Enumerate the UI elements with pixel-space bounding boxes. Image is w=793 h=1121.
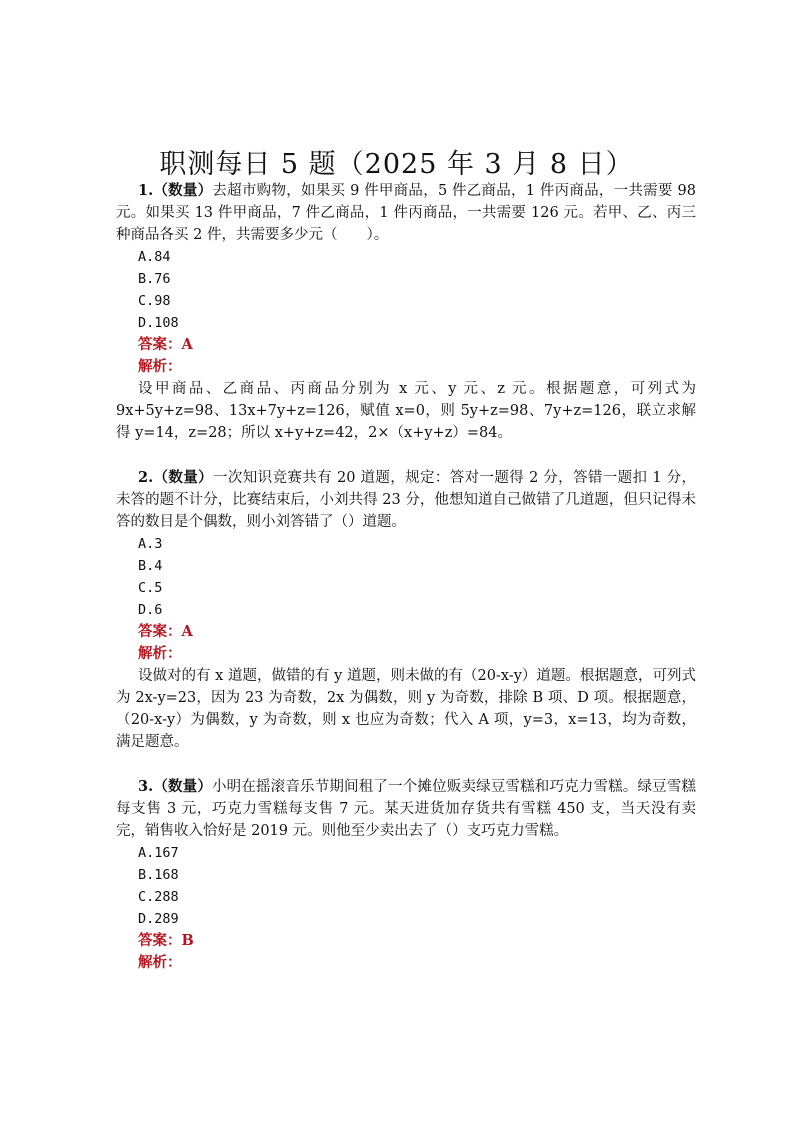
option-b: B.168 [138, 867, 179, 883]
option-a: A.3 [138, 536, 163, 552]
option-b: B.76 [138, 271, 171, 287]
analysis-label: 解析： [138, 954, 182, 971]
option-d: D.108 [138, 315, 179, 331]
question-number: 1. [138, 182, 154, 199]
question-number: 3. [138, 778, 154, 795]
question-text: 去超市购物，如果买 9 件甲商品，5 件乙商品，1 件丙商品，一共需要 98 元。如果买 13 件甲商品，7 件乙商品，1 件丙商品，一共需要 126 元。若甲、乙、丙三种商品各买 2 件，共需要多少元（ ）。 [116, 183, 697, 243]
question-text: 一次知识竞赛共有 20 道题，规定：答对一题得 2 分，答错一题扣 1 分，未答的题不计分，比赛结束后，小刘共得 23 分，他想知道自己做错了几道题，但只记得未答的数目是个偶数，则小刘答错了（）道题。 [116, 470, 697, 530]
question-category: （数量） [153, 182, 213, 199]
option-c: C.288 [138, 889, 179, 905]
option-d: D.289 [138, 911, 179, 927]
question-3 [116, 776, 696, 974]
question-2 [116, 467, 696, 753]
question-3-stem [116, 776, 696, 842]
analysis-text: 设甲商品、乙商品、丙商品分别为 x 元、y 元、z 元。根据题意，可列式为 9x+5y+z=98、13x+7y+z=126，赋值 x=0，则 5y+z=98、7y+z=126，联立求解得 y=14，z=28；所以 x+y+z=42，2×（x+y+z）=84。 [116, 381, 696, 441]
analysis-label: 解析： [138, 358, 182, 375]
analysis-text: 设做对的有 x 道题，做错的有 y 道题，则未做的有（20-x-y）道题。根据题意，可列式为 2x-y=23，因为 23 为奇数，2x 为偶数，则 y 为奇数，排除 B 项、D 项。根据题意，（20-x-y）为偶数，y 为奇数，则 x 也应为奇数；代入 A 项，y=3，x=13，均为奇数，满足题意。 [116, 668, 696, 750]
option-a: A.167 [138, 845, 179, 861]
question-1 [116, 180, 696, 444]
question-2-stem [116, 467, 696, 533]
option-a: A.84 [138, 249, 171, 265]
question-category: （数量） [153, 778, 212, 795]
option-b: B.4 [138, 558, 163, 574]
question-number: 2. [138, 469, 154, 486]
answer: 答案：A [138, 623, 193, 640]
question-category: （数量） [153, 469, 214, 486]
answer: 答案：A [138, 336, 193, 353]
answer: 答案：B [138, 932, 194, 949]
option-d: D.6 [138, 602, 163, 618]
question-1-stem [116, 180, 696, 246]
option-c: C.98 [138, 293, 171, 309]
analysis-label: 解析： [138, 645, 182, 662]
page-title: 职测每日 5 题（2025 年 3 月 8 日） [159, 149, 634, 180]
question-text: 小明在摇滚音乐节期间租了一个摊位贩卖绿豆雪糕和巧克力雪糕。绿豆雪糕每支售 3 元，巧克力雪糕每支售 7 元。某天进货加存货共有雪糕 450 支，当天没有卖完，销售收入恰好是 2019 元。则他至少卖出去了（）支巧克力雪糕。 [116, 779, 696, 839]
option-c: C.5 [138, 580, 163, 596]
